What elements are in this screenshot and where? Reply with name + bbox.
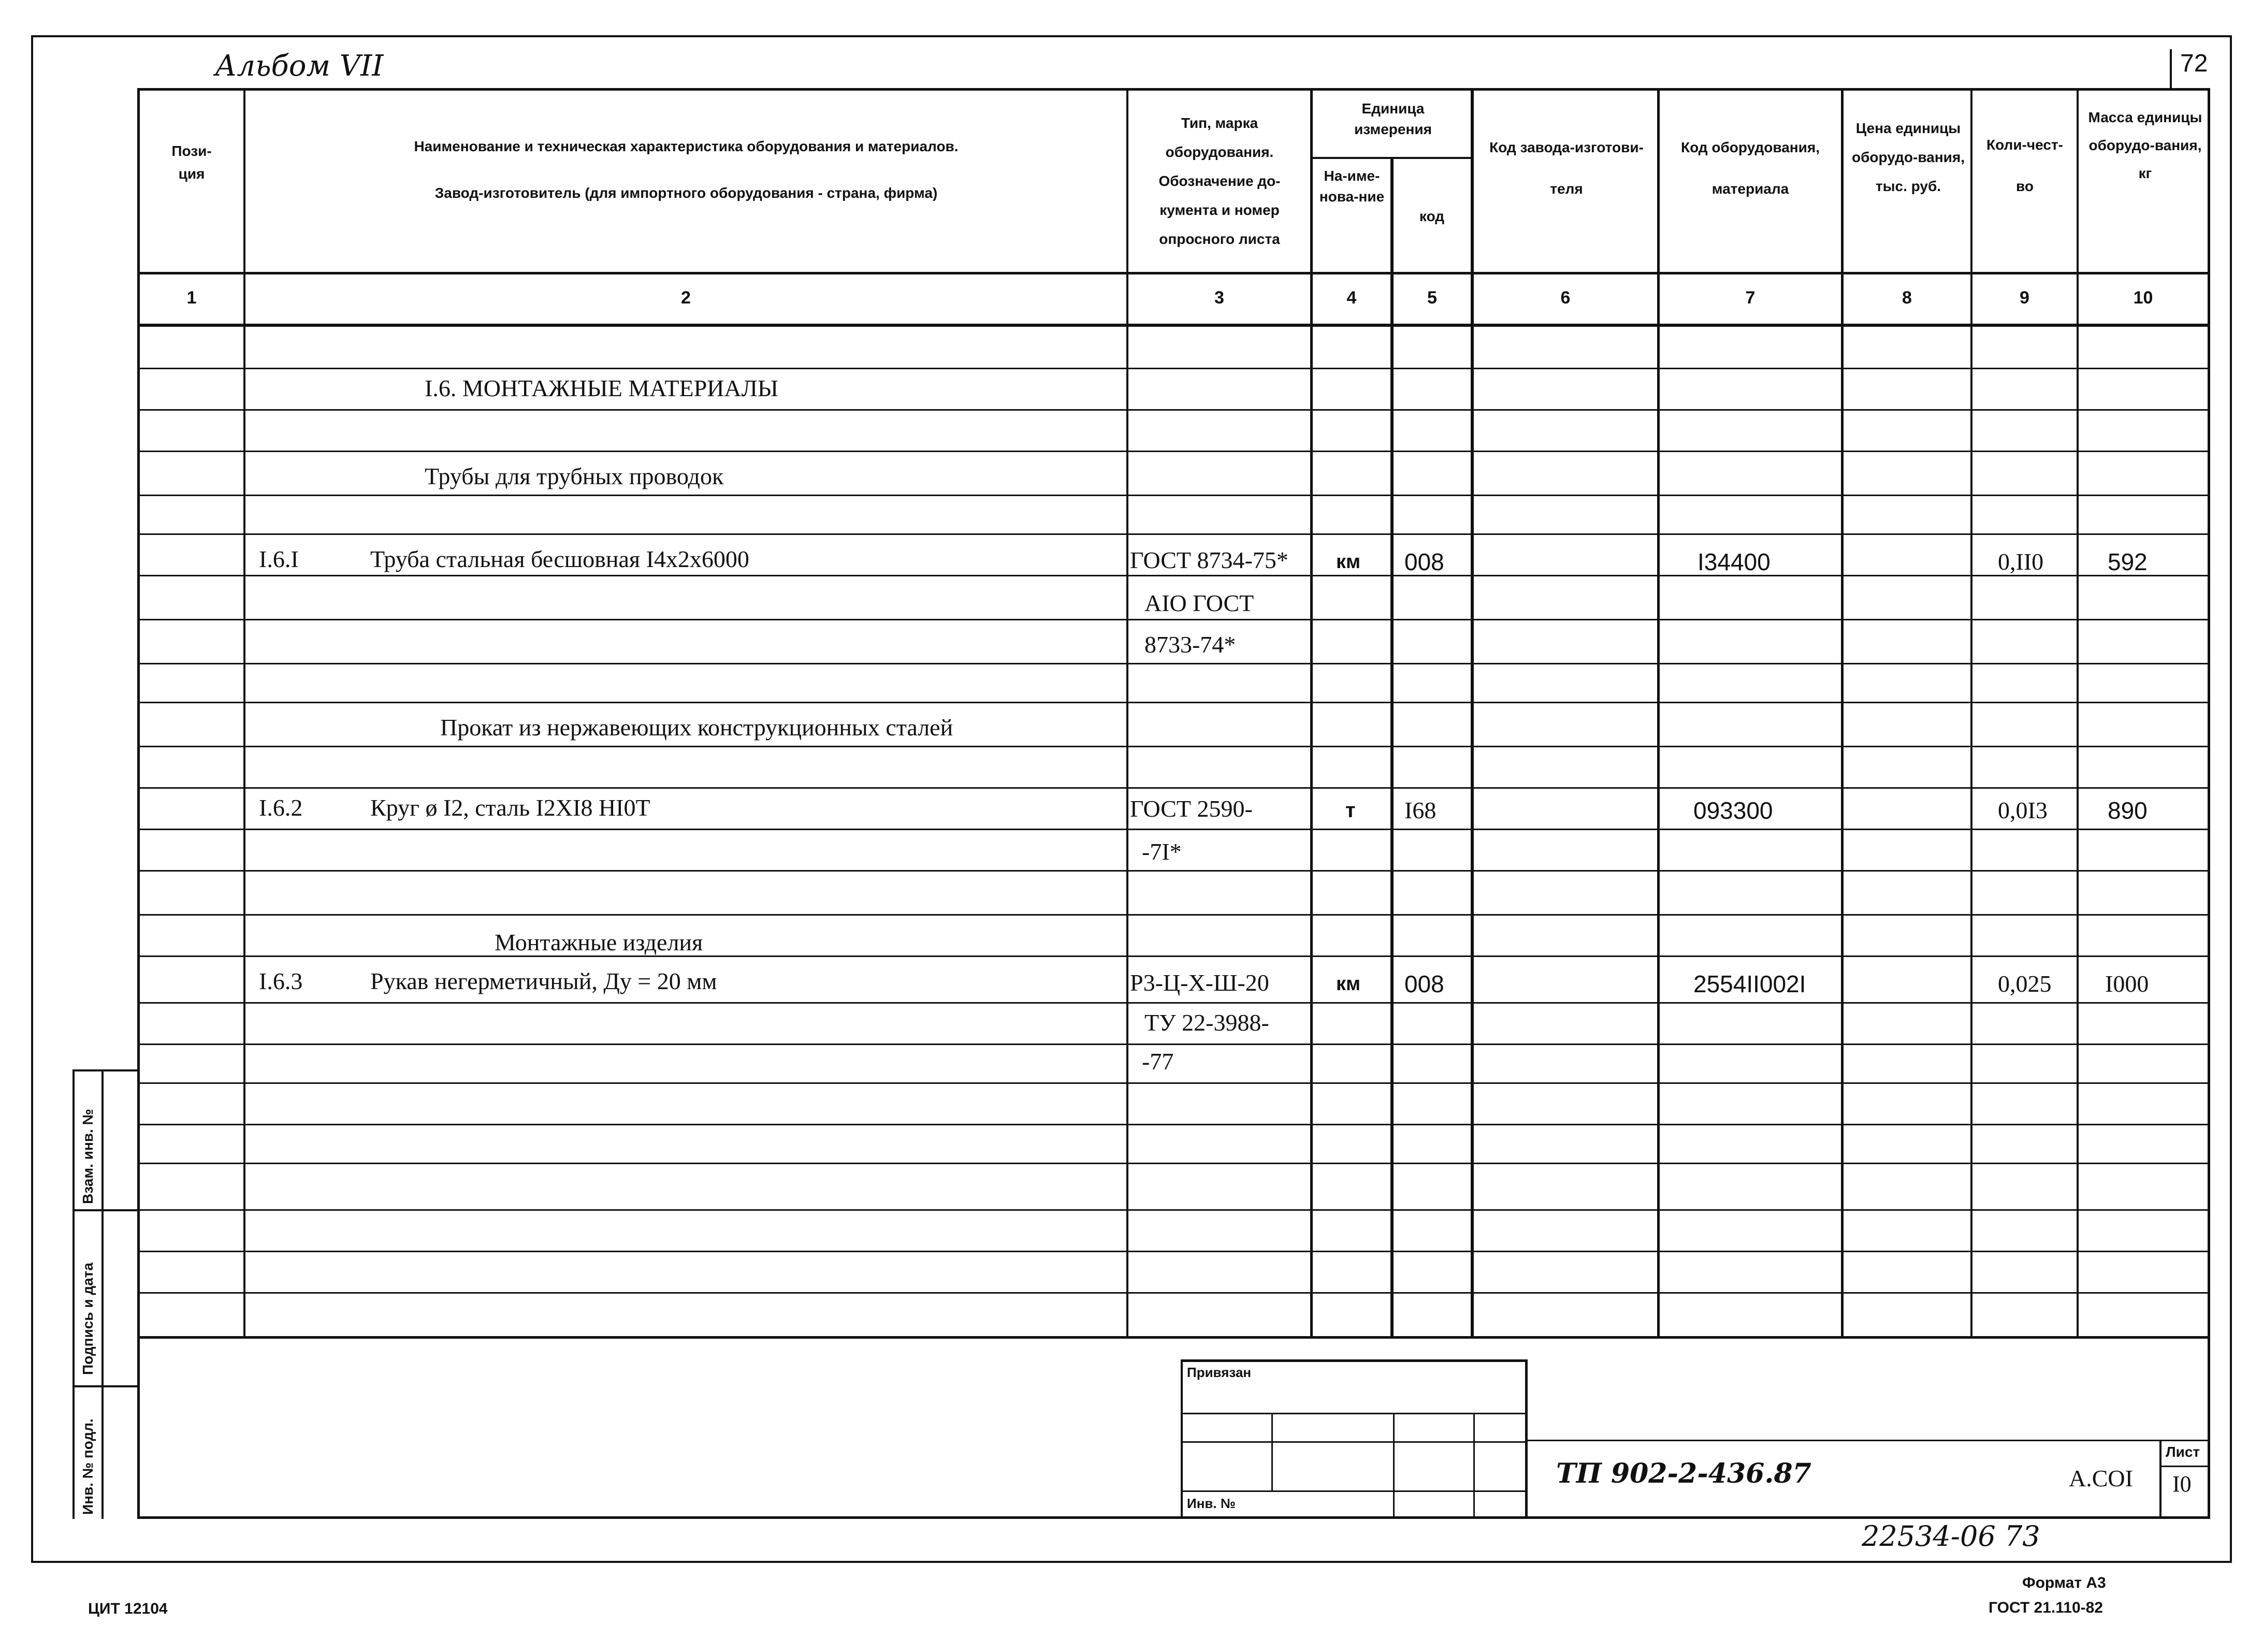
column-number: 7 bbox=[1745, 288, 1756, 308]
body-bottom bbox=[137, 1336, 2209, 1339]
header-position: Пози-ция bbox=[171, 143, 212, 182]
table-row-line bbox=[140, 451, 2208, 452]
row-name: Труба стальная бесшовная I4x2x6000 bbox=[370, 546, 749, 572]
table-row-line bbox=[140, 368, 2208, 369]
tb-line-b bbox=[1181, 1441, 1528, 1443]
side-stamp-div1 bbox=[72, 1209, 140, 1211]
table-row-line bbox=[140, 1124, 2208, 1125]
table-row-line bbox=[140, 409, 2208, 411]
row-name: Круг ø I2, сталь I2XI8 HI0T bbox=[370, 794, 650, 821]
row-doc: -77 bbox=[1142, 1048, 1174, 1075]
table-row-line bbox=[140, 914, 2208, 916]
row-doc: AIO ГОСТ bbox=[1144, 590, 1254, 616]
col-divider-5 bbox=[1471, 88, 1474, 1337]
footer-gost: ГОСТ 21.110-82 bbox=[1989, 1599, 2103, 1616]
row-doc: ГОСТ 8734-75* bbox=[1130, 547, 1288, 573]
table-row-line bbox=[140, 787, 2208, 789]
tb-vert-3 bbox=[1473, 1413, 1475, 1517]
table-row-line bbox=[140, 1044, 2208, 1045]
row-doc: Р3-Ц-Х-Ш-20 bbox=[1130, 969, 1269, 996]
row-doc: ТУ 22-3988- bbox=[1144, 1009, 1269, 1036]
sheet-box-left bbox=[2159, 1440, 2162, 1517]
table-row-line bbox=[140, 619, 2208, 620]
sheet-number: I0 bbox=[2172, 1471, 2192, 1497]
col-divider-6 bbox=[1657, 88, 1660, 1337]
header-price: Цена единицы оборудо-вания, тыс. руб. bbox=[1852, 120, 1965, 194]
column-number: 5 bbox=[1427, 288, 1437, 308]
row-mass: I000 bbox=[2105, 970, 2149, 997]
header-bottom bbox=[137, 272, 2209, 274]
footer-format: Формат А3 bbox=[2022, 1574, 2106, 1591]
column-number: 6 bbox=[1560, 288, 1571, 308]
column-number: 4 bbox=[1346, 288, 1357, 308]
row-position: I.6.3 bbox=[259, 968, 303, 994]
subsection-title: Прокат из нержавеющих конструкционных сталей bbox=[440, 714, 953, 741]
row-material-code: 093300 bbox=[1693, 797, 1773, 824]
table-row-line bbox=[140, 533, 2208, 535]
tb-attached-label: Привязан bbox=[1187, 1365, 1252, 1380]
row-position: I.6.I bbox=[259, 546, 299, 572]
table-row-line bbox=[140, 1082, 2208, 1084]
header-unit-code: код bbox=[1419, 208, 1445, 224]
stamp-replacement-inv: Взам. инв. № bbox=[80, 1109, 96, 1204]
column-number: 3 bbox=[1214, 288, 1224, 308]
row-unit-name: т bbox=[1345, 799, 1356, 822]
stamp-signature-date: Подпись и дата bbox=[80, 1263, 96, 1375]
tb-line-a bbox=[1181, 1413, 1528, 1414]
row-unit-name: км bbox=[1336, 551, 1361, 573]
tb-line-c bbox=[1181, 1490, 1528, 1492]
side-stamp-outer bbox=[72, 1069, 75, 1519]
table-row-line bbox=[140, 702, 2208, 703]
header-factory-code: Код завода-изготови-теля bbox=[1489, 139, 1644, 197]
table-row-line bbox=[140, 1292, 2208, 1294]
tb-inv-label: Инв. № bbox=[1187, 1496, 1236, 1511]
tb-code-top bbox=[1525, 1440, 2209, 1441]
col-divider-7 bbox=[1841, 88, 1844, 1337]
album-label: Альбом VII bbox=[215, 49, 384, 83]
side-stamp-div2 bbox=[72, 1385, 140, 1387]
page-number: 72 bbox=[2180, 50, 2208, 77]
sheet-box-mid bbox=[2159, 1466, 2209, 1467]
table-row-line bbox=[140, 1209, 2208, 1211]
outer-frame-right bbox=[2230, 35, 2232, 1563]
tb-vert-2 bbox=[1393, 1413, 1395, 1517]
col-divider-9 bbox=[2077, 88, 2079, 1337]
table-row-line bbox=[140, 829, 2208, 830]
table-row-line bbox=[140, 495, 2208, 496]
table-bottom bbox=[137, 1516, 2209, 1519]
row-position: I.6.2 bbox=[259, 794, 303, 821]
sheet-code: А.COI bbox=[2069, 1465, 2133, 1491]
document-code: ТП 902-2-436.87 bbox=[1556, 1458, 1811, 1489]
subsection-title: Трубы для трубных проводок bbox=[425, 463, 724, 489]
numbers-bottom bbox=[137, 324, 2209, 327]
header-unit-name: На-име-нова-ние bbox=[1319, 168, 1385, 205]
outer-frame-bottom bbox=[31, 1561, 2232, 1563]
row-unit-name: км bbox=[1336, 973, 1361, 995]
row-mass: 592 bbox=[2108, 548, 2148, 575]
side-stamp-top bbox=[72, 1069, 140, 1071]
subsection-title: Монтажные изделия bbox=[495, 929, 703, 955]
column-number: 9 bbox=[2020, 288, 2029, 308]
header-name-line2: Завод-изготовитель (для импортного оборудования - страна, фирма) bbox=[434, 185, 938, 201]
table-row-line bbox=[140, 746, 2208, 747]
row-material-code: 2554II002I bbox=[1693, 970, 1806, 997]
header-quantity: Коли-чест-во bbox=[1986, 137, 2063, 194]
row-quantity: 0,0I3 bbox=[1998, 797, 2048, 823]
header-name-line1: Наименование и техническая характеристика оборудования и материалов. bbox=[414, 138, 959, 154]
column-number: 8 bbox=[1902, 288, 1912, 308]
table-right bbox=[2208, 88, 2210, 1519]
row-quantity: 0,II0 bbox=[1998, 548, 2044, 575]
row-unit-code: 008 bbox=[1404, 970, 1444, 997]
outer-frame-left bbox=[31, 35, 33, 1563]
col-divider-3 bbox=[1310, 88, 1313, 1337]
header-material-code: Код оборудования, материала bbox=[1680, 139, 1820, 197]
column-number: 10 bbox=[2133, 288, 2153, 308]
row-unit-code: I68 bbox=[1404, 797, 1437, 823]
col-divider-1 bbox=[243, 88, 245, 1337]
side-stamp-inner bbox=[101, 1069, 104, 1519]
row-doc: ГОСТ 2590- bbox=[1130, 795, 1253, 822]
row-doc: 8733-74* bbox=[1144, 631, 1236, 658]
table-row-line bbox=[140, 663, 2208, 664]
header-doc: Тип, марка оборудования. Обозначение до-кумента и номер опросного листа bbox=[1158, 115, 1281, 247]
table-row-line bbox=[140, 1163, 2208, 1164]
page-number-divider bbox=[2170, 49, 2172, 91]
header-unit: Единица измерения bbox=[1354, 100, 1432, 137]
outer-frame-top bbox=[31, 35, 2232, 37]
tb-box-left bbox=[1181, 1359, 1183, 1517]
table-row-line bbox=[140, 955, 2208, 957]
tb-box-right bbox=[1525, 1359, 1528, 1517]
footer-left-code: ЦИТ 12104 bbox=[88, 1600, 168, 1617]
row-material-code: I34400 bbox=[1698, 548, 1771, 575]
table-row-line bbox=[140, 870, 2208, 872]
row-name: Рукав негерметичный, Ду = 20 мм bbox=[370, 968, 717, 994]
row-quantity: 0,025 bbox=[1998, 970, 2052, 997]
tb-vert-1 bbox=[1271, 1413, 1273, 1491]
column-number: 2 bbox=[681, 288, 691, 308]
row-mass: 890 bbox=[2108, 797, 2148, 824]
stamp-original-inv: Инв. № подл. bbox=[80, 1418, 96, 1515]
row-unit-code: 008 bbox=[1404, 548, 1444, 575]
column-number: 1 bbox=[186, 288, 197, 308]
section-title: I.6. МОНТАЖНЫЕ МАТЕРИАЛЫ bbox=[425, 375, 778, 401]
table-row-line bbox=[140, 1251, 2208, 1252]
header-mass: Масса единицы оборудо-вания, кг bbox=[2088, 109, 2202, 181]
col-divider-4 bbox=[1390, 158, 1394, 1337]
col-divider-8 bbox=[1970, 88, 1972, 1337]
row-doc: -7I* bbox=[1142, 838, 1182, 865]
table-row-line bbox=[140, 1002, 2208, 1004]
col-divider-2 bbox=[1126, 88, 1128, 1337]
sheet-label: Лист bbox=[2166, 1444, 2200, 1460]
tb-box-top bbox=[1181, 1359, 1528, 1362]
unit-subheader-line bbox=[1310, 157, 1473, 159]
archive-number: 22534-06 73 bbox=[1862, 1520, 2040, 1553]
table-top bbox=[137, 88, 2209, 91]
